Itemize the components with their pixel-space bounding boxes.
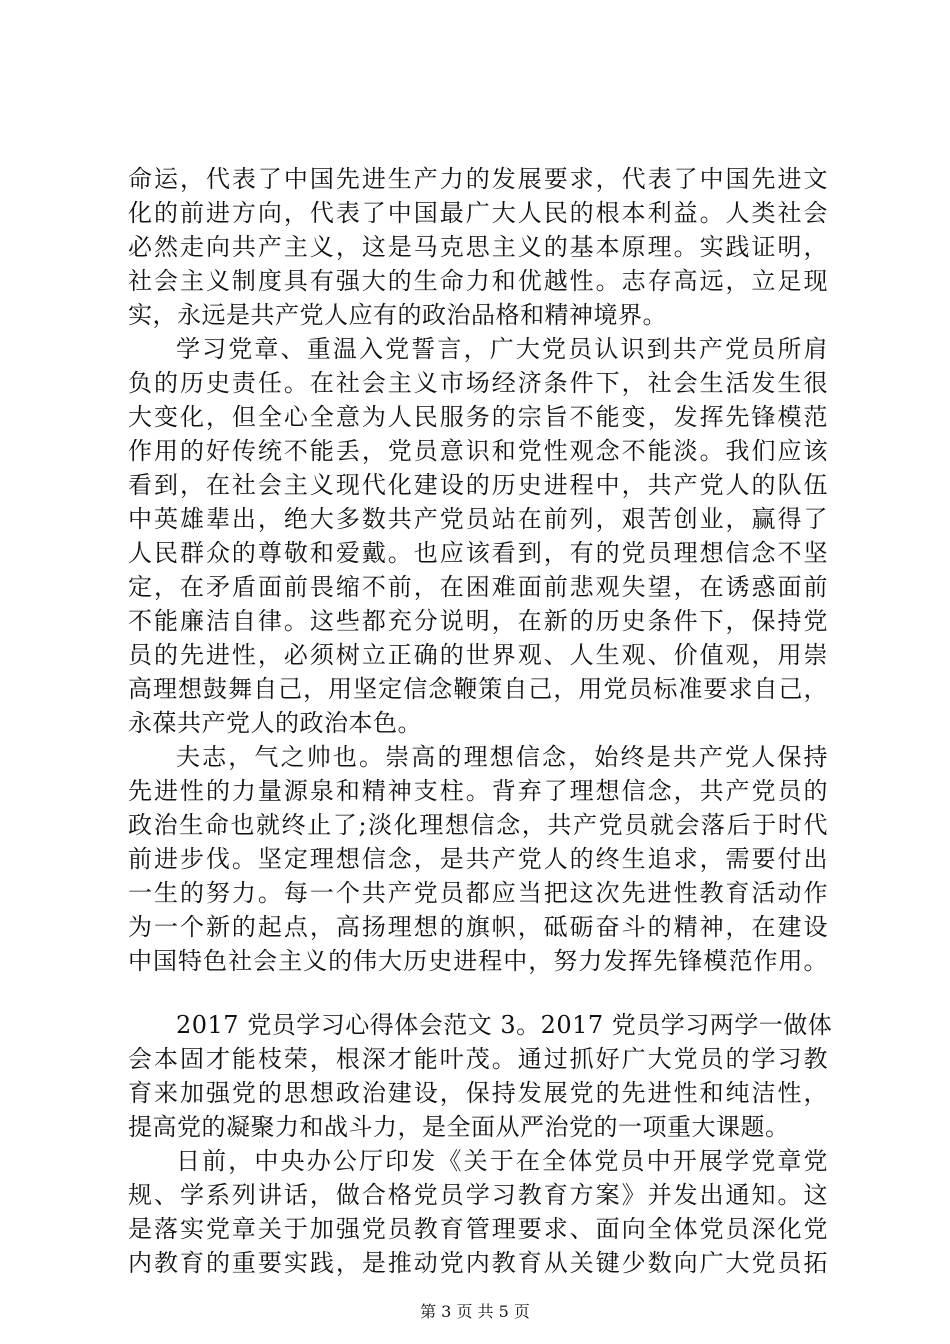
paragraph-3-line-1: 夫志，气之帅也。崇高的理想信念，始终是共产党人保持	[176, 743, 828, 771]
paragraph-3-line-7: 中国特色社会主义的伟大历史进程中，努力发挥先锋模范作用。	[128, 947, 828, 975]
paragraph-4-line-3: 育来加强党的思想政治建设，保持发展党的先进性和纯洁性，	[128, 1079, 828, 1107]
page-number-footer: 第 3 页 共 5 页	[420, 1302, 530, 1321]
paragraph-2-line-1: 学习党章、重温入党誓言，广大党员认识到共产党员所肩	[176, 335, 828, 363]
paragraph-5-line-3: 是落实党章关于加强党员教育管理要求、面向全体党员深化党	[128, 1215, 828, 1243]
paragraph-4-line-4: 提高党的凝聚力和战斗力，是全面从严治党的一项重大课题。	[128, 1113, 790, 1141]
paragraph-2-line-4: 作用的好传统不能丢，党员意识和党性观念不能淡。我们应该	[128, 437, 828, 465]
paragraph-2-line-10: 员的先进性，必须树立正确的世界观、人生观、价值观，用崇	[128, 641, 828, 669]
paragraph-5-line-1: 日前，中央办公厅印发《关于在全体党员中开展学党章党	[176, 1147, 828, 1175]
paragraph-1-line-4: 社会主义制度具有强大的生命力和优越性。志存高远，立足现	[128, 267, 828, 295]
paragraph-1-line-3: 必然走向共产主义，这是马克思主义的基本原理。实践证明，	[128, 233, 828, 261]
paragraph-5-line-2: 规、学系列讲话，做合格党员学习教育方案》并发出通知。这	[128, 1181, 828, 1209]
paragraph-1-line-1: 命运，代表了中国先进生产力的发展要求，代表了中国先进文	[128, 165, 828, 193]
paragraph-3-line-3: 政治生命也就终止了;淡化理想信念，共产党员就会落后于时代	[128, 811, 828, 839]
paragraph-2-line-3: 大变化，但全心全意为人民服务的宗旨不能变，发挥先锋模范	[128, 403, 828, 431]
paragraph-2-line-5: 看到，在社会主义现代化建设的历史进程中，共产党人的队伍	[128, 471, 828, 499]
paragraph-2-line-12: 永葆共产党人的政治本色。	[128, 709, 422, 737]
paragraph-2-line-2: 负的历史责任。在社会主义市场经济条件下，社会生活发生很	[128, 369, 828, 397]
paragraph-2-line-9: 不能廉洁自律。这些都充分说明，在新的历史条件下，保持党	[128, 607, 828, 635]
paragraph-3-line-6: 为一个新的起点，高扬理想的旗帜，砥砺奋斗的精神，在建设	[128, 913, 828, 941]
paragraph-1-line-5: 实，永远是共产党人应有的政治品格和精神境界。	[128, 301, 667, 329]
paragraph-4-line-2: 会本固才能枝荣，根深才能叶茂。通过抓好广大党员的学习教	[128, 1045, 828, 1073]
paragraph-4-line-1: 2017 党员学习心得体会范文 3。2017 党员学习两学一做体	[176, 1011, 833, 1039]
paragraph-3-line-5: 一生的努力。每一个共产党员都应当把这次先进性教育活动作	[128, 879, 828, 907]
paragraph-5-line-4: 内教育的重要实践，是推动党内教育从关键少数向广大党员拓	[128, 1249, 828, 1277]
paragraph-2-line-8: 定，在矛盾面前畏缩不前，在困难面前悲观失望，在诱惑面前	[128, 573, 828, 601]
paragraph-3-line-2: 先进性的力量源泉和精神支柱。背弃了理想信念，共产党员的	[128, 777, 828, 805]
paragraph-2-line-7: 人民群众的尊敬和爱戴。也应该看到，有的党员理想信念不坚	[128, 539, 828, 567]
paragraph-2-line-6: 中英雄辈出，绝大多数共产党员站在前列，艰苦创业，赢得了	[128, 505, 828, 533]
paragraph-1-line-2: 化的前进方向，代表了中国最广大人民的根本利益。人类社会	[128, 199, 828, 227]
paragraph-2-line-11: 高理想鼓舞自己，用坚定信念鞭策自己，用党员标准要求自己，	[128, 675, 828, 703]
paragraph-3-line-4: 前进步伐。坚定理想信念，是共产党人的终生追求，需要付出	[128, 845, 828, 873]
